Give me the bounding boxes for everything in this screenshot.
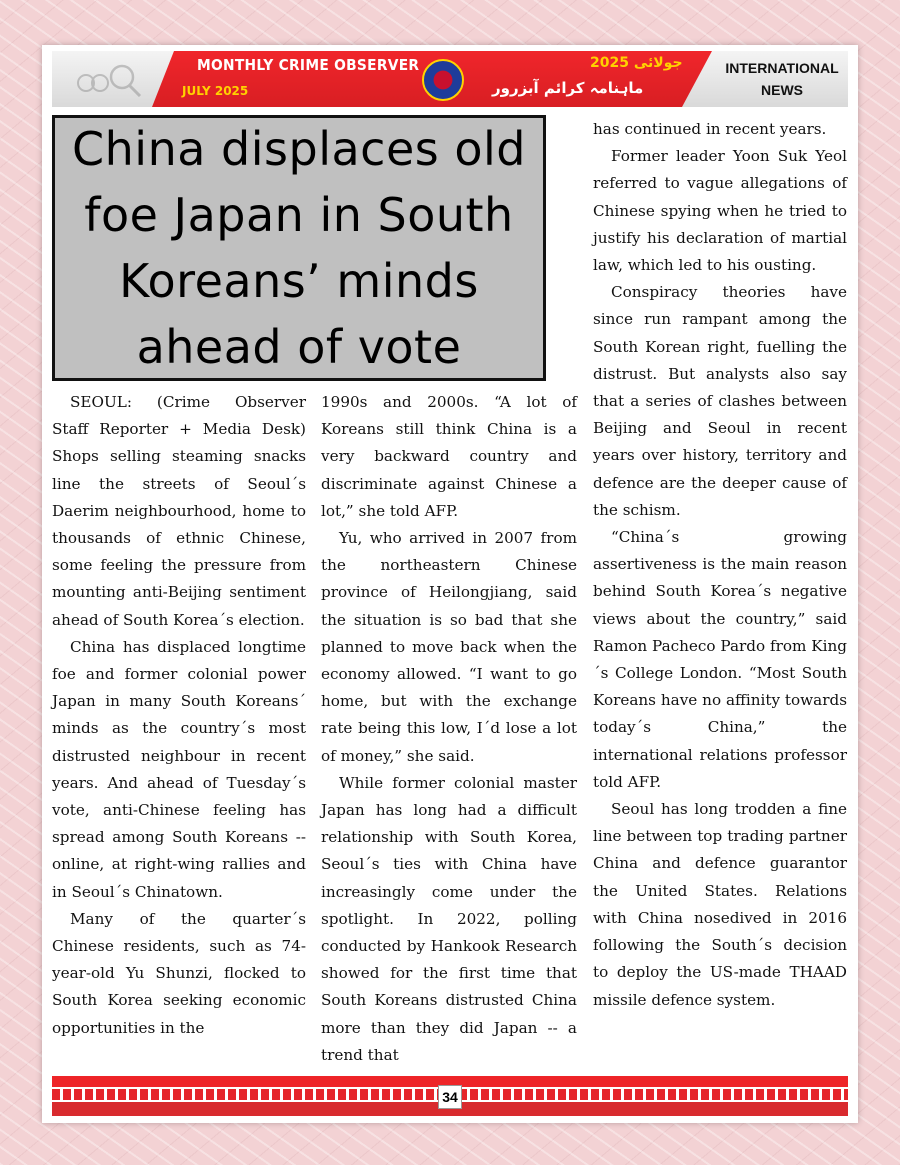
article-column-2 [321, 389, 577, 1069]
paragraph: Many of the quarter´s Chinese residents, such as 74-year-old Yu Shunzi, flocked to South Korea seeking economic opportunities in the [52, 909, 306, 1037]
paragraph: 1990s and 2000s. “A lot of Koreans still think China is a very backward country and discriminate against Chinese a lot,” she told AFP. [321, 393, 577, 520]
paragraph: While former colonial master Japan has long had a difficult relationship with South Korea, Seoul´s ties with China have increasingly come under the spotlight. In 2022, polling conducted by Hankook Research showed for the first time that South Koreans distrusted China more than they did Japan -- a trend that [321, 773, 577, 1064]
section-label-line2: NEWS [761, 82, 803, 98]
magazine-page [42, 45, 858, 1123]
section-label [712, 57, 852, 101]
paragraph: Former leader Yoon Suk Yeol referred to vague allegations of Chinese spying when he tried to justify his declaration of martial law, which led to his ousting. [593, 147, 847, 275]
paragraph: China has displaced longtime foe and former colonial power Japan in many South Koreans´ minds as the country´s most distrusted neighbour in recent years. And ahead of Tuesday´s vote, anti-Chinese feeling has spread among South Koreans -- online, at right-wing rallies and in Seoul´s Chinatown. [52, 637, 306, 901]
masthead [52, 51, 848, 107]
crime-observer-logo [422, 59, 464, 101]
masthead-date: JULY 2025 [182, 84, 249, 98]
paragraph: “China´s growing assertiveness is the main reason behind South Korea´s negative views about the country,” said Ramon Pacheco Pardo from King´s College London. “Most South Koreans have no affinity towards today´s China,” the international relations professor told AFP. [593, 528, 847, 791]
paragraph: SEOUL: (Crime Observer Staff Reporter + Media Desk) Shops selling steaming snacks line the streets of Seoul´s Daerim neighbourhood, home to thousands of ethnic Chinese, some feeling the pressure from mounting anti-Beijing sentiment ahead of South Korea´s election. [52, 393, 306, 629]
headline-box [52, 115, 546, 381]
paragraph: Seoul has long trodden a fine line between top trading partner China and defence guarantor the United States. Relations with China nosedived in 2016 following the South´s decision to deploy the US-made THAAD missile defence system. [593, 800, 847, 1009]
article-column-3 [593, 116, 847, 1014]
masthead-urdu-date: جولائی 2025 [590, 55, 683, 71]
paragraph: has continued in recent years. [593, 120, 827, 138]
handcuffs-magnifier-icon [74, 63, 144, 97]
article-column-1 [52, 389, 306, 1042]
masthead-title: MONTHLY CRIME OBSERVER [197, 56, 420, 74]
section-label-line1: INTERNATIONAL [725, 60, 839, 76]
page-number: 34 [438, 1085, 462, 1109]
page-footer [52, 1076, 848, 1116]
paragraph: Yu, who arrived in 2007 from the northeastern Chinese province of Heilongjiang, said the situation is so bad that she planned to move back when the economy allowed. “I want to go home, but with the exchange rate being this low, I´d lose a lot of money,” she said. [321, 529, 577, 765]
masthead-urdu-title: ماہنامہ کرائم آبزرور [492, 79, 644, 97]
headline: China displaces old foe Japan in South Koreans’ minds ahead of vote [72, 122, 526, 374]
paragraph: Conspiracy theories have since run rampant among the South Korean right, fuelling the distrust. But analysts also say that a series of clashes between Beijing and Seoul in recent years over history, territory and defence are the deeper cause of the schism. [593, 283, 847, 519]
